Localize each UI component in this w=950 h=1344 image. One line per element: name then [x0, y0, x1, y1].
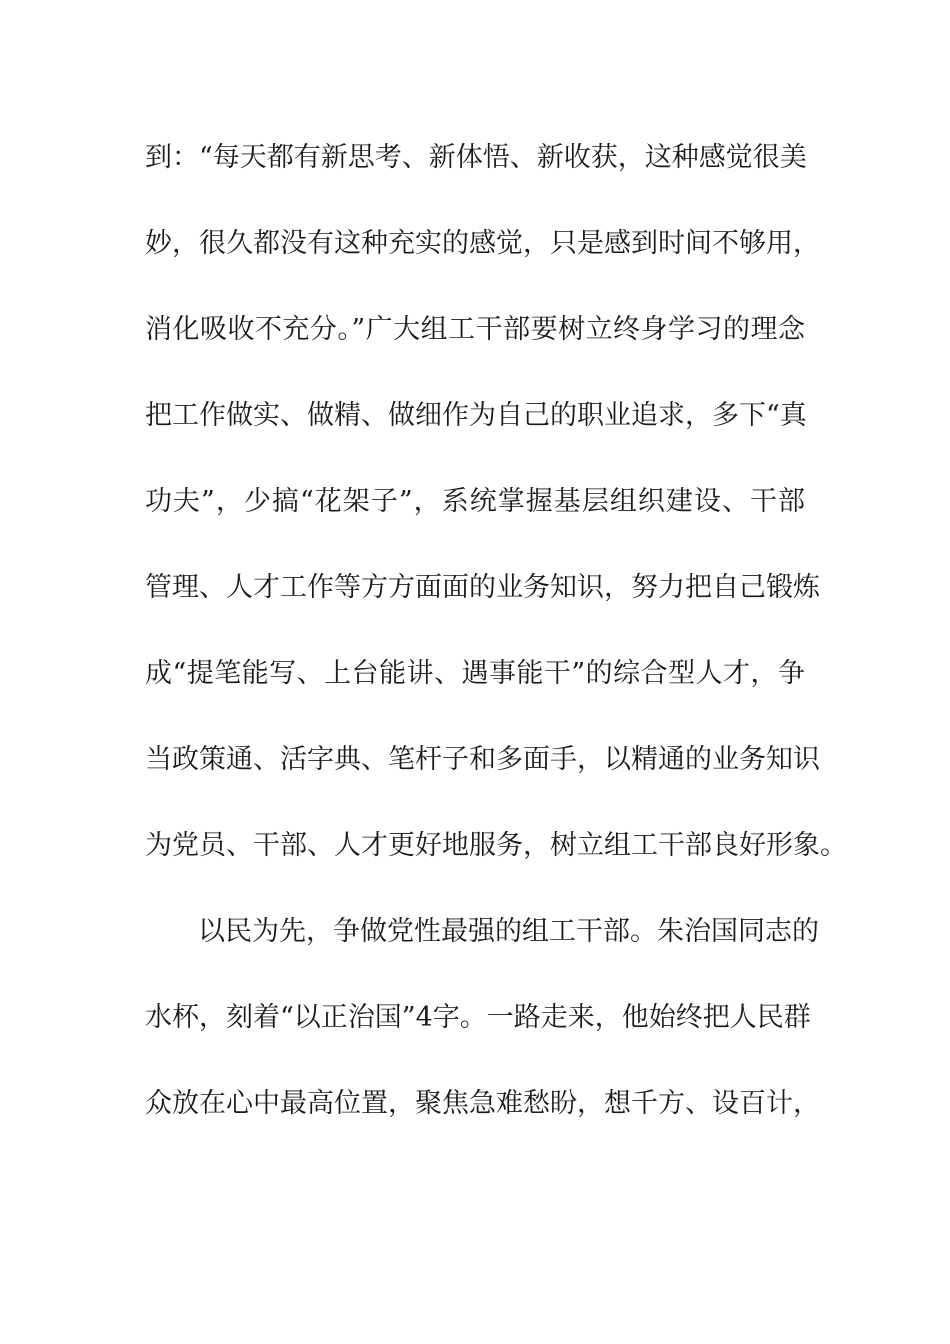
paragraph-line: 为党员、干部、人才更好地服务，树立组工干部良好形象。: [145, 830, 847, 861]
paragraph-line: 成“提笔能写、上台能讲、遇事能干”的综合型人才，争: [145, 658, 805, 689]
paragraph-line: 当政策通、活字典、笔杆子和多面手，以精通的业务知识: [145, 744, 820, 775]
paragraph-line: 以民为先，争做党性最强的组工干部。朱治国同志的: [198, 916, 819, 947]
paragraph-line: 水杯，刻着“以正治国”4字。一路走来，他始终把人民群: [145, 1002, 811, 1033]
paragraph-line: 到：“每天都有新思考、新体悟、新收获，这种感觉很美: [145, 142, 807, 173]
paragraph-line: 把工作做实、做精、做细作为自己的职业追求，多下“真: [145, 400, 807, 431]
paragraph-line: 妙，很久都没有这种充实的感觉，只是感到时间不够用，: [145, 228, 820, 259]
paragraph-line: 众放在心中最高位置，聚焦急难愁盼，想千方、设百计，: [145, 1088, 820, 1119]
paragraph-line: 功夫”，少搞“花架子”，系统掌握基层组织建设、干部: [145, 486, 805, 517]
paragraph-line: 消化吸收不充分。”广大组工干部要树立终身学习的理念: [145, 314, 805, 345]
paragraph-line: 管理、人才工作等方方面面的业务知识，努力把自己锻炼: [145, 572, 820, 603]
